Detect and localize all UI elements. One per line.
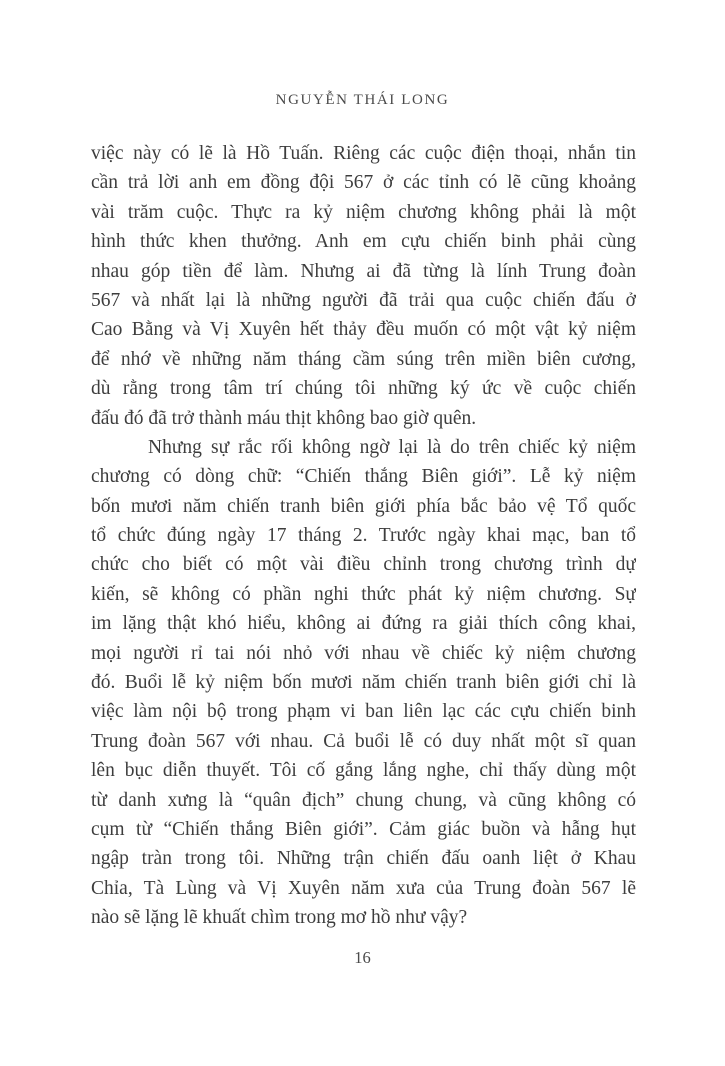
text-line: lên bục diễn thuyết. Tôi cố gắng lắng nghe, chỉ thấy dùng một <box>91 760 636 782</box>
body-text <box>91 139 636 933</box>
text-line: để nhớ về những năm tháng cầm súng trên miền biên cương, <box>91 348 636 370</box>
text-line: cụm từ “Chiến thắng Biên giới”. Cảm giác buồn và hẫng hụt <box>91 818 636 840</box>
text-line: bốn mươi năm chiến tranh biên giới phía bắc bảo vệ Tổ quốc <box>91 495 636 517</box>
text-line: Chỉa, Tà Lùng và Vị Xuyên năm xưa của Trung đoàn 567 lẽ <box>91 877 636 899</box>
text-line: nào sẽ lặng lẽ khuất chìm trong mơ hồ như vậy? <box>91 907 468 929</box>
text-line: nhau góp tiền để làm. Nhưng ai đã từng là lính Trung đoàn <box>91 260 636 282</box>
text-line: dù rằng trong tâm trí chúng tôi những ký ức về cuộc chiến <box>91 378 636 400</box>
text-line: mọi người rỉ tai nói nhỏ với nhau về chiếc kỷ niệm chương <box>91 642 636 664</box>
text-line: chức cho biết có một vài điều chỉnh trong chương trình dự <box>91 554 636 576</box>
page-number: 16 <box>354 948 371 967</box>
text-line: từ danh xưng là “quân địch” chung chung, và cũng không có <box>91 789 636 811</box>
running-header: NGUYỄN THÁI LONG <box>275 92 450 108</box>
text-line: vài trăm cuộc. Thực ra kỷ niệm chương không phải là một <box>91 201 636 223</box>
text-line: kiến, sẽ không có phần nghi thức phát kỷ niệm chương. Sự <box>91 583 636 605</box>
text-line: việc làm nội bộ trong phạm vi ban liên lạc các cựu chiến binh <box>91 701 636 723</box>
text-line: ngập tràn trong tôi. Những trận chiến đấu oanh liệt ở Khau <box>91 848 636 870</box>
text-line: đấu đó đã trở thành máu thịt không bao giờ quên. <box>91 407 477 429</box>
text-line: việc này có lẽ là Hồ Tuấn. Riêng các cuộc điện thoại, nhắn tin <box>91 143 636 164</box>
paragraph <box>91 139 636 433</box>
text-line: Trung đoàn 567 với nhau. Cả buổi lễ có duy nhất một sĩ quan <box>91 730 636 752</box>
text-line: hình thức khen thưởng. Anh em cựu chiến binh phải cùng <box>91 231 636 253</box>
text-line: tổ chức đúng ngày 17 tháng 2. Trước ngày khai mạc, ban tổ <box>91 525 636 547</box>
text-line: đó. Buổi lễ kỷ niệm bốn mươi năm chiến tranh biên giới chỉ là <box>91 672 636 694</box>
text-line: im lặng thật khó hiểu, không ai đứng ra giải thích công khai, <box>91 613 636 635</box>
text-line: Nhưng sự rắc rối không ngờ lại là do trên chiếc kỷ niệm <box>148 436 636 458</box>
text-line: cần trả lời anh em đồng đội 567 ở các tỉnh có lẽ cũng khoảng <box>91 172 636 194</box>
text-line: Cao Bằng và Vị Xuyên hết thảy đều muốn có một vật kỷ niệm <box>91 319 636 341</box>
text-line: 567 và nhất lại là những người đã trải qua cuộc chiến đấu ở <box>91 289 636 311</box>
text-line: chương có dòng chữ: “Chiến thắng Biên giới”. Lễ kỷ niệm <box>91 466 636 488</box>
paragraph <box>91 433 636 933</box>
